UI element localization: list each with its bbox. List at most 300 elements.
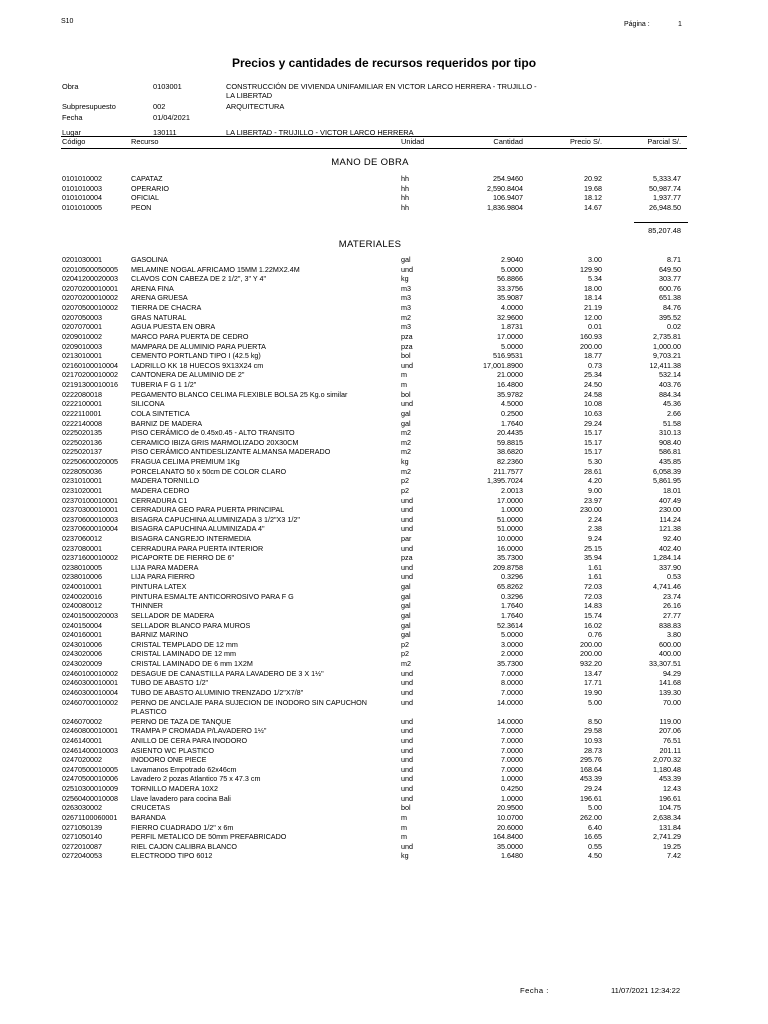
resource-quantity: 17.0000: [497, 495, 523, 505]
resource-name: PISO CERÁMICO ANTIDESLIZANTE ALMANSA MADERADO: [131, 447, 331, 457]
column-header-code: Código: [62, 137, 86, 146]
resource-partial: 70.00: [663, 697, 681, 707]
table-row: [0, 534, 768, 543]
resource-partial: 50,987.74: [649, 183, 681, 193]
resource-quantity: 35.9087: [497, 293, 523, 303]
resource-unit: und: [401, 264, 413, 274]
resource-name: PISO CERÁMICO de 0.45x0.45 - ALTO TRANSITO: [131, 428, 295, 438]
resource-name: TUBO DE ABASTO ALUMINIO TRENZADO 1/2"X7/8": [131, 687, 304, 697]
resource-partial: 104.75: [659, 803, 681, 813]
table-row: [0, 842, 768, 851]
resource-price: 4.20: [588, 476, 602, 486]
resource-code: 0246140001: [62, 736, 102, 745]
resource-partial: 908.40: [659, 437, 681, 447]
resource-quantity: 20.9500: [497, 803, 523, 813]
table-row: [0, 486, 768, 495]
resource-price: 12.00: [584, 312, 602, 322]
resource-quantity: 5.0000: [501, 264, 523, 274]
resource-price: 453.39: [580, 774, 602, 784]
table-row: [0, 765, 768, 774]
resource-price: 25.15: [584, 543, 602, 553]
resource-name: MADERA CEDRO: [131, 485, 190, 495]
resource-unit: und: [401, 562, 413, 572]
resource-name: Lavadero 2 pozas Atlantico 75 x 47.3 cm: [131, 774, 261, 784]
resource-unit: und: [401, 726, 413, 736]
resource-partial: 51.58: [663, 418, 681, 428]
resource-partial: 403.76: [659, 380, 681, 390]
resource-quantity: 14.0000: [497, 697, 523, 707]
table-row: [0, 669, 768, 678]
table-row: [0, 342, 768, 351]
table-row: [0, 803, 768, 812]
resource-partial: 8.71: [667, 255, 681, 264]
resource-quantity: 0.3296: [501, 572, 523, 582]
resource-code: 02401500020003: [62, 610, 118, 620]
resource-name: LIJA PARA MADERA: [131, 562, 199, 572]
resource-name: BISAGRA CAPUCHINA ALUMINIZADA 4": [131, 524, 265, 534]
resource-name: INODORO ONE PIECE: [131, 755, 207, 765]
resource-price: 20.92: [584, 174, 602, 183]
section-title-mano-de-obra: MANO DE OBRA: [331, 157, 409, 168]
resource-code: 0231010001: [62, 476, 102, 486]
resource-partial: 26.16: [663, 601, 681, 611]
resource-partial: 33,307.51: [649, 659, 681, 669]
resource-quantity: 10.0700: [497, 812, 523, 822]
resource-code: 0101010005: [62, 203, 102, 213]
resource-quantity: 1.0000: [501, 505, 523, 515]
resource-quantity: 32.9600: [497, 312, 523, 322]
resource-partial: 5,861.95: [653, 476, 681, 486]
column-header-unit: Unidad: [401, 137, 425, 146]
table-row: [0, 203, 768, 212]
resource-name: PERNO DE ANCLAJE PARA SUJECION DE INODORO SIN CAPUCHON PLASTICO: [131, 697, 367, 716]
resource-name: CAPATAZ: [131, 174, 163, 183]
footer-fecha-value: 11/07/2021 12:34:22: [611, 986, 681, 995]
resource-quantity: 8.0000: [501, 678, 523, 688]
resource-unit: und: [401, 678, 413, 688]
resource-price: 14.67: [584, 203, 602, 213]
resource-quantity: 14.0000: [497, 716, 523, 726]
resource-code: 02470500010005: [62, 764, 118, 774]
table-row: [0, 544, 768, 553]
resource-partial: 131.84: [659, 822, 681, 832]
table-row: [0, 293, 768, 302]
resource-code: 0240010001: [62, 582, 102, 592]
resource-unit: p2: [401, 476, 409, 486]
resource-partial: 76.51: [663, 736, 681, 745]
resource-name: TUBO DE ABASTO 1/2": [131, 678, 209, 688]
resource-price: 1.61: [588, 572, 602, 582]
resource-price: 19.90: [584, 687, 602, 697]
resource-partial: 45.36: [663, 399, 681, 409]
resource-code: 0207070001: [62, 322, 102, 332]
resource-price: 3.00: [588, 255, 602, 264]
resource-name: ANILLO DE CERA PARA INODORO: [131, 736, 248, 745]
resource-quantity: 3.0000: [501, 639, 523, 649]
resource-price: 0.76: [588, 630, 602, 640]
resource-code: 02671100060001: [62, 812, 118, 822]
resource-name: GASOLINA: [131, 255, 168, 264]
page-number: 1: [678, 21, 682, 28]
resource-quantity: 2.0000: [501, 649, 523, 659]
table-row: [0, 563, 768, 572]
resource-unit: kg: [401, 457, 409, 467]
resource-quantity: 106.9407: [493, 193, 523, 203]
resource-price: 72.03: [584, 591, 602, 601]
resource-unit: hh: [401, 203, 409, 213]
resource-partial: 12.43: [663, 784, 681, 794]
resource-unit: p2: [401, 485, 409, 495]
resource-quantity: 1.7640: [501, 601, 523, 611]
resource-code: 0222140008: [62, 418, 102, 428]
resource-partial: 4,741.46: [653, 582, 681, 592]
resource-unit: gal: [401, 601, 411, 611]
resource-unit: hh: [401, 183, 409, 193]
resource-name: CRISTAL LAMINADO DE 6 mm 1X2M: [131, 659, 253, 669]
resource-quantity: 0.2500: [501, 408, 523, 418]
resource-partial: 196.61: [659, 793, 681, 803]
resource-unit: und: [401, 524, 413, 534]
resource-price: 18.12: [584, 193, 602, 203]
resource-unit: gal: [401, 408, 411, 418]
resource-unit: und: [401, 668, 413, 678]
resource-name: ARENA FINA: [131, 283, 174, 293]
resource-price: 5.34: [588, 274, 602, 284]
resource-code: 02370300010001: [62, 505, 118, 515]
resource-code: 0243020009: [62, 659, 102, 669]
resource-quantity: 17,001.8900: [483, 360, 523, 370]
table-row: [0, 370, 768, 379]
resource-code: 0222110001: [62, 408, 102, 418]
resource-code: 02170200010002: [62, 370, 118, 380]
resource-price: 230.00: [580, 505, 602, 515]
resource-partial: 201.11: [659, 745, 681, 755]
resource-code: 0238010006: [62, 572, 102, 582]
resource-unit: und: [401, 399, 413, 409]
table-row: [0, 380, 768, 389]
resource-name: TRAMPA P CROMADA P/LAVADERO 1½": [131, 726, 267, 736]
table-row: [0, 717, 768, 726]
resource-unit: und: [401, 841, 413, 851]
subpresupuesto-code: 002: [153, 102, 166, 111]
table-row: [0, 322, 768, 331]
table-row: [0, 736, 768, 745]
resource-quantity: 17.0000: [497, 331, 523, 341]
resource-quantity: 35.7300: [497, 553, 523, 563]
resource-quantity: 0.3296: [501, 591, 523, 601]
resource-quantity: 20.4435: [497, 428, 523, 438]
subpresupuesto-label: Subpresupuesto: [62, 102, 116, 111]
obra-description-line2: LA LIBERTAD: [226, 91, 273, 100]
resource-partial: 310.13: [659, 428, 681, 438]
resource-partial: 207.06: [659, 726, 681, 736]
resource-name: LADRILLO KK 18 HUECOS 9X13X24 cm: [131, 360, 264, 370]
resource-price: 28.73: [584, 745, 602, 755]
resource-quantity: 35.0000: [497, 841, 523, 851]
table-row: [0, 313, 768, 322]
resource-price: 14.83: [584, 601, 602, 611]
table-row: [0, 457, 768, 466]
resource-partial: 2,741.29: [653, 832, 681, 842]
resource-name: BARANDA: [131, 812, 166, 822]
resource-price: 15.74: [584, 610, 602, 620]
resource-name: CANTONERA DE ALUMINIO DE 2": [131, 370, 245, 380]
resource-price: 9.00: [588, 485, 602, 495]
obra-description: CONSTRUCCIÓN DE VIVIENDA UNIFAMILIAR EN VICTOR LARCO HERRERA - TRUJILLO -: [226, 82, 537, 91]
resource-quantity: 1.0000: [501, 793, 523, 803]
resource-name: SELLADOR DE MADERA: [131, 610, 215, 620]
resource-code: 02460300010004: [62, 687, 118, 697]
resource-unit: und: [401, 745, 413, 755]
table-row: [0, 572, 768, 581]
resource-price: 16.65: [584, 832, 602, 842]
resource-quantity: 7.0000: [501, 687, 523, 697]
resource-name: PEON: [131, 203, 152, 213]
resource-partial: 453.39: [659, 774, 681, 784]
resource-unit: gal: [401, 418, 411, 428]
resource-name: PERFIL METALICO DE 50mm PREFABRICADO: [131, 832, 287, 842]
resource-unit: pza: [401, 341, 413, 351]
table-row: [0, 640, 768, 649]
table-row: [0, 746, 768, 755]
resource-code: 0271050140: [62, 832, 102, 842]
resource-price: 0.01: [588, 322, 602, 332]
resource-name: ASIENTO WC PLASTICO: [131, 745, 214, 755]
resource-code: 02160100010004: [62, 360, 118, 370]
resource-name: PERNO DE TAZA DE TANQUE: [131, 716, 232, 726]
resource-partial: 6,058.39: [653, 466, 681, 476]
resource-price: 168.64: [580, 764, 602, 774]
resource-partial: 884.34: [659, 389, 681, 399]
column-header-quantity: Cantidad: [493, 137, 523, 146]
table-row: [0, 255, 768, 264]
resource-name: LIJA PARA FIERRO: [131, 572, 195, 582]
resource-unit: m2: [401, 312, 411, 322]
resource-unit: und: [401, 774, 413, 784]
resource-quantity: 0.4250: [501, 784, 523, 794]
resource-name: MARCO PARA PUERTA DE CEDRO: [131, 331, 249, 341]
resource-unit: und: [401, 687, 413, 697]
resource-partial: 19.25: [663, 841, 681, 851]
resource-quantity: 16.0000: [497, 543, 523, 553]
table-row: [0, 467, 768, 476]
table-row: [0, 351, 768, 360]
resource-partial: 2,070.32: [653, 755, 681, 765]
resource-code: 02370100010001: [62, 495, 118, 505]
table-row: [0, 659, 768, 668]
resource-price: 200.00: [580, 649, 602, 659]
resource-quantity: 1.8731: [501, 322, 523, 332]
resource-partial: 600.00: [659, 639, 681, 649]
resource-price: 23.97: [584, 495, 602, 505]
footer-fecha-label: Fecha :: [520, 986, 549, 995]
resource-code: 0101010004: [62, 193, 102, 203]
resource-quantity: 7.0000: [501, 726, 523, 736]
resource-unit: m: [401, 832, 407, 842]
resource-price: 1.61: [588, 562, 602, 572]
resource-unit: und: [401, 505, 413, 515]
resource-quantity: 5.0000: [501, 341, 523, 351]
obra-code: 0103001: [153, 82, 182, 91]
table-row: [0, 524, 768, 533]
resource-partial: 435.85: [659, 457, 681, 467]
column-header-price: Precio S/.: [569, 137, 602, 146]
resource-price: 5.00: [588, 697, 602, 707]
table-row: [0, 774, 768, 783]
resource-quantity: 52.3614: [497, 620, 523, 630]
resource-quantity: 164.8400: [493, 832, 523, 842]
resource-partial: 651.38: [659, 293, 681, 303]
resource-price: 129.90: [580, 264, 602, 274]
resource-unit: m2: [401, 437, 411, 447]
table-row: [0, 813, 768, 822]
resource-price: 15.17: [584, 437, 602, 447]
table-row: [0, 601, 768, 610]
resource-unit: gal: [401, 591, 411, 601]
resource-price: 72.03: [584, 582, 602, 592]
resource-partial: 402.40: [659, 543, 681, 553]
resource-unit: m2: [401, 659, 411, 669]
resource-name: PEGAMENTO BLANCO CELIMA FLEXIBLE BOLSA 25 Kg.o similar: [131, 389, 348, 399]
table-row: [0, 496, 768, 505]
resource-code: 0246070002: [62, 716, 102, 726]
resource-price: 18.14: [584, 293, 602, 303]
resource-name: MELAMINE NOGAL AFRICAMO 15MM 1.22MX2.4M: [131, 264, 300, 274]
resource-name: ELECTRODO TIPO 6012: [131, 851, 213, 861]
resource-quantity: 35.7300: [497, 659, 523, 669]
resource-price: 18.00: [584, 283, 602, 293]
resource-name: BISAGRA CANGREJO INTERMEDIA: [131, 533, 251, 543]
resource-partial: 27.77: [663, 610, 681, 620]
resource-partial: 94.29: [663, 668, 681, 678]
resource-name: CERRADURA GEO PARA PUERTA PRINCIPAL: [131, 505, 285, 515]
resource-partial: 18.01: [663, 485, 681, 495]
table-row: [0, 438, 768, 447]
table-row: [0, 678, 768, 687]
resource-code: 0222080018: [62, 389, 102, 399]
resource-partial: 2.66: [667, 408, 681, 418]
resource-code: 0101010003: [62, 183, 102, 193]
resource-unit: gal: [401, 255, 411, 264]
resource-code: 02070200010002: [62, 293, 118, 303]
divider-header: [61, 148, 687, 149]
resource-name: SILICONA: [131, 399, 165, 409]
lugar-description: LA LIBERTAD - TRUJILLO - VICTOR LARCO HERRERA: [226, 128, 414, 137]
resource-unit: und: [401, 716, 413, 726]
resource-partial: 12,411.38: [649, 360, 681, 370]
table-row: [0, 284, 768, 293]
resource-quantity: 7.0000: [501, 668, 523, 678]
column-header-partial: Parcial S/.: [647, 137, 681, 146]
resource-unit: m3: [401, 283, 411, 293]
resource-name: CRISTAL TEMPLADO DE 12 mm: [131, 639, 238, 649]
resource-unit: bol: [401, 351, 411, 361]
resource-unit: m2: [401, 428, 411, 438]
resource-unit: und: [401, 572, 413, 582]
resource-unit: m3: [401, 293, 411, 303]
resource-price: 0.73: [588, 360, 602, 370]
resource-code: 0201030001: [62, 255, 102, 264]
resource-unit: pza: [401, 553, 413, 563]
resource-price: 29.24: [584, 784, 602, 794]
resource-code: 0209010002: [62, 331, 102, 341]
page-label: Página :: [624, 21, 650, 28]
resource-name: CERAMICO IBIZA GRIS MARMOLIZADO 20X30CM: [131, 437, 299, 447]
resource-partial: 230.00: [659, 505, 681, 515]
resource-unit: m2: [401, 466, 411, 476]
resource-name: FIERRO CUADRADO 1/2" x 6m: [131, 822, 234, 832]
resource-quantity: 7.0000: [501, 755, 523, 765]
table-row: [0, 784, 768, 793]
resource-name: Llave lavadero para cocina Bali: [131, 793, 231, 803]
resource-code: 02560400010008: [62, 793, 118, 803]
table-row: [0, 611, 768, 620]
resource-partial: 2,638.34: [653, 812, 681, 822]
resource-unit: m2: [401, 447, 411, 457]
resource-code: 02250600020005: [62, 457, 118, 467]
table-row: [0, 515, 768, 524]
resource-unit: kg: [401, 274, 409, 284]
resource-code: 0240080012: [62, 601, 102, 611]
resource-unit: m: [401, 380, 407, 390]
resource-price: 10.08: [584, 399, 602, 409]
resource-name: CRISTAL LAMINADO DE 12 mm: [131, 649, 237, 659]
table-row: [0, 193, 768, 202]
resource-unit: p2: [401, 649, 409, 659]
resource-unit: und: [401, 514, 413, 524]
resource-code: 0228050036: [62, 466, 102, 476]
resource-partial: 407.49: [659, 495, 681, 505]
resource-name: DESAGUE DE CANASTILLA PARA LAVADERO DE 3 X 1½": [131, 668, 324, 678]
resource-name: MAMPARA DE ALUMINIO PARA PUERTA: [131, 341, 266, 351]
resource-price: 21.19: [584, 303, 602, 313]
resource-unit: und: [401, 495, 413, 505]
resource-price: 19.68: [584, 183, 602, 193]
resource-name: Lavamanos Empotrado 62x46cm: [131, 764, 237, 774]
table-row: [0, 332, 768, 341]
table-row: [0, 832, 768, 841]
resource-unit: und: [401, 697, 413, 707]
table-row: [0, 582, 768, 591]
resource-code: 02070500010002: [62, 303, 118, 313]
resource-price: 160.93: [580, 331, 602, 341]
table-row: [0, 274, 768, 283]
table-row: [0, 698, 768, 716]
resource-unit: und: [401, 543, 413, 553]
resource-partial: 400.00: [659, 649, 681, 659]
resource-name: BISAGRA CAPUCHINA ALUMINIZADA 3 1/2"X3 1/2": [131, 514, 300, 524]
resource-partial: 23.74: [663, 591, 681, 601]
resource-name: TORNILLO MADERA 10X2: [131, 784, 218, 794]
resource-unit: hh: [401, 193, 409, 203]
resource-price: 8.50: [588, 716, 602, 726]
resource-code: 0209010003: [62, 341, 102, 351]
resource-code: 02370600010003: [62, 514, 118, 524]
resource-partial: 1,937.77: [653, 193, 681, 203]
resource-unit: m3: [401, 322, 411, 332]
resource-price: 5.30: [588, 457, 602, 467]
resource-partial: 2,735.81: [653, 331, 681, 341]
resource-name: AGUA PUESTA EN OBRA: [131, 322, 216, 332]
resource-quantity: 1.6480: [501, 851, 523, 861]
resource-code: 02461400010003: [62, 745, 118, 755]
resource-partial: 84.76: [663, 303, 681, 313]
resource-code: 0207050003: [62, 312, 102, 322]
resource-partial: 600.76: [659, 283, 681, 293]
resource-name: MADERA TORNILLO: [131, 476, 200, 486]
fecha-label: Fecha: [62, 113, 83, 122]
lugar-code: 130111: [153, 128, 177, 137]
